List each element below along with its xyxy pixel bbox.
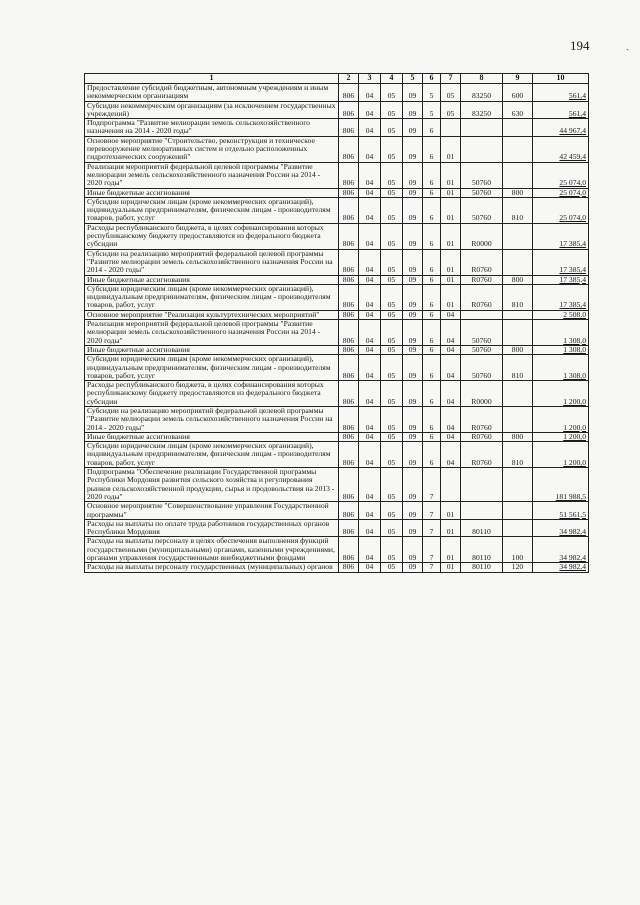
code-ministry: 806	[339, 381, 359, 407]
row-name: Расходы на выплаты по оплате труда работников государственных органов Республики Мордовия	[85, 519, 339, 537]
code-ministry: 806	[339, 537, 359, 563]
code-subsection: 05	[381, 355, 403, 381]
row-name: Субсидии юридическим лицам (кроме некоммерческих организаций), индивидуальным предпринимателям, физическим лицам - производителям товаров, работ, услуг	[85, 355, 339, 381]
column-header: 2	[339, 74, 359, 84]
code-ministry: 806	[339, 442, 359, 468]
code-expense-type	[503, 223, 533, 249]
code-section: 04	[359, 468, 381, 502]
code-subprogram: 6	[423, 345, 441, 354]
code-section: 04	[359, 381, 381, 407]
code-subprogram: 6	[423, 188, 441, 197]
row-amount: 17 385,4	[533, 284, 589, 310]
code-ministry: 806	[339, 223, 359, 249]
code-program: 09	[403, 249, 423, 275]
row-amount: 17 385,4	[533, 249, 589, 275]
column-header: 6	[423, 74, 441, 84]
code-direction: 50760	[461, 197, 503, 223]
code-activity: 01	[441, 223, 461, 249]
table-row	[85, 223, 589, 249]
table-row	[85, 284, 589, 310]
column-header: 5	[403, 74, 423, 84]
code-program: 09	[403, 101, 423, 119]
code-subprogram: 6	[423, 442, 441, 468]
row-name: Подпрограмма "Обеспечение реализации Государственной программы Республики Мордовия развития сельского хозяйства и регулирования рынков сельскохозяйственной продукции, сырья и продовольствия на 2013 - 2020 годы"	[85, 468, 339, 502]
code-direction: 80110	[461, 537, 503, 563]
table-row	[85, 101, 589, 119]
code-section: 04	[359, 310, 381, 319]
row-amount: 181 988,5	[533, 468, 589, 502]
row-name: Иные бюджетные ассигнования	[85, 432, 339, 441]
row-name: Субсидии юридическим лицам (кроме некоммерческих организаций), индивидуальным предпринимателям, физическим лицам - производителям товаров, работ, услуг	[85, 284, 339, 310]
code-expense-type: 810	[503, 442, 533, 468]
row-amount: 1 308,0	[533, 355, 589, 381]
row-amount: 42 459,4	[533, 136, 589, 162]
code-expense-type	[503, 502, 533, 520]
code-subprogram: 6	[423, 320, 441, 346]
code-activity: 04	[441, 320, 461, 346]
row-name: Расходы на выплаты персоналу в целях обеспечения выполнения функций государственными (муниципальными) органами, казенными учреждениями, органами управления государственными внебюджетными фондами	[85, 537, 339, 563]
code-subsection: 05	[381, 275, 403, 284]
code-program: 09	[403, 468, 423, 502]
code-subsection: 05	[381, 468, 403, 502]
row-amount: 561,4	[533, 101, 589, 119]
code-subprogram: 6	[423, 432, 441, 441]
code-subsection: 05	[381, 502, 403, 520]
table-row	[85, 310, 589, 319]
code-ministry: 806	[339, 275, 359, 284]
code-subprogram: 6	[423, 162, 441, 188]
code-expense-type: 800	[503, 345, 533, 354]
code-direction: 50760	[461, 162, 503, 188]
code-ministry: 806	[339, 345, 359, 354]
code-direction: R0000	[461, 381, 503, 407]
row-amount: 34 982,4	[533, 537, 589, 563]
table-row	[85, 188, 589, 197]
code-ministry: 806	[339, 162, 359, 188]
code-program: 09	[403, 519, 423, 537]
code-subsection: 05	[381, 223, 403, 249]
corner-mark: ˎ	[626, 40, 630, 51]
row-amount: 25 074,0	[533, 197, 589, 223]
code-program: 09	[403, 84, 423, 102]
code-program: 09	[403, 432, 423, 441]
code-program: 09	[403, 223, 423, 249]
code-activity: 01	[441, 284, 461, 310]
code-program: 09	[403, 284, 423, 310]
row-name: Субсидии на реализацию мероприятий федеральной целевой программы "Развитие мелиорации земель сельскохозяйственного назначения России на 2014 - 2020 годы"	[85, 249, 339, 275]
code-expense-type	[503, 162, 533, 188]
column-header: 10	[533, 74, 589, 84]
code-section: 04	[359, 223, 381, 249]
code-activity: 04	[441, 310, 461, 319]
code-expense-type	[503, 119, 533, 137]
code-section: 04	[359, 432, 381, 441]
row-amount: 561,4	[533, 84, 589, 102]
code-section: 04	[359, 188, 381, 197]
code-direction: 80110	[461, 563, 503, 572]
code-direction: 50760	[461, 345, 503, 354]
code-ministry: 806	[339, 136, 359, 162]
code-subprogram: 6	[423, 406, 441, 432]
code-ministry: 806	[339, 101, 359, 119]
code-section: 04	[359, 101, 381, 119]
column-header: 9	[503, 74, 533, 84]
code-subsection: 05	[381, 162, 403, 188]
table-row	[85, 345, 589, 354]
code-activity: 01	[441, 188, 461, 197]
code-subsection: 05	[381, 101, 403, 119]
code-direction: 50760	[461, 320, 503, 346]
row-name: Реализация мероприятий федеральной целевой программы "Развитие мелиорации земель сельскохозяйственного назначения России на 2014 - 2020 годы"	[85, 162, 339, 188]
code-section: 04	[359, 406, 381, 432]
code-direction: 50760	[461, 188, 503, 197]
code-activity: 01	[441, 136, 461, 162]
code-activity: 01	[441, 197, 461, 223]
table-row	[85, 502, 589, 520]
code-expense-type: 800	[503, 188, 533, 197]
row-amount: 1 308,0	[533, 320, 589, 346]
table-row	[85, 84, 589, 102]
code-program: 09	[403, 320, 423, 346]
code-section: 04	[359, 119, 381, 137]
table-row	[85, 432, 589, 441]
table-row	[85, 275, 589, 284]
code-section: 04	[359, 519, 381, 537]
row-amount: 1 200,0	[533, 432, 589, 441]
row-amount: 44 967,4	[533, 119, 589, 137]
table-row	[85, 442, 589, 468]
code-ministry: 806	[339, 320, 359, 346]
code-direction	[461, 502, 503, 520]
row-name: Иные бюджетные ассигнования	[85, 345, 339, 354]
row-name: Предоставление субсидий бюджетным, автономным учреждениям и иным некоммерческим организациям	[85, 84, 339, 102]
code-subsection: 05	[381, 406, 403, 432]
code-activity: 01	[441, 502, 461, 520]
column-header: 3	[359, 74, 381, 84]
code-activity: 04	[441, 345, 461, 354]
code-section: 04	[359, 84, 381, 102]
code-ministry: 806	[339, 502, 359, 520]
code-subprogram: 5	[423, 101, 441, 119]
code-expense-type	[503, 136, 533, 162]
code-direction: R0000	[461, 223, 503, 249]
code-ministry: 806	[339, 406, 359, 432]
code-subprogram: 6	[423, 223, 441, 249]
row-name: Субсидии юридическим лицам (кроме некоммерческих организаций), индивидуальным предпринимателям, физическим лицам - производителям товаров, работ, услуг	[85, 197, 339, 223]
code-activity: 01	[441, 563, 461, 572]
table-row	[85, 519, 589, 537]
code-direction: 83250	[461, 101, 503, 119]
row-amount: 1 200,0	[533, 406, 589, 432]
code-activity	[441, 119, 461, 137]
code-subsection: 05	[381, 519, 403, 537]
row-amount: 1 200,0	[533, 381, 589, 407]
code-expense-type	[503, 468, 533, 502]
code-subprogram: 7	[423, 468, 441, 502]
code-ministry: 806	[339, 119, 359, 137]
code-program: 09	[403, 162, 423, 188]
column-header: 7	[441, 74, 461, 84]
code-subprogram: 7	[423, 537, 441, 563]
table-row	[85, 468, 589, 502]
table-row	[85, 563, 589, 572]
table-row	[85, 320, 589, 346]
code-activity: 05	[441, 84, 461, 102]
code-ministry: 806	[339, 188, 359, 197]
code-expense-type	[503, 381, 533, 407]
code-subprogram: 6	[423, 249, 441, 275]
code-section: 04	[359, 136, 381, 162]
code-subsection: 05	[381, 136, 403, 162]
code-direction	[461, 119, 503, 137]
code-subsection: 05	[381, 432, 403, 441]
code-subsection: 05	[381, 345, 403, 354]
code-section: 04	[359, 563, 381, 572]
code-subprogram: 6	[423, 197, 441, 223]
code-expense-type	[503, 249, 533, 275]
column-header: 1	[85, 74, 339, 84]
code-subsection: 05	[381, 188, 403, 197]
code-section: 04	[359, 249, 381, 275]
table-row	[85, 406, 589, 432]
code-section: 04	[359, 355, 381, 381]
row-amount: 17 385,4	[533, 275, 589, 284]
table-header-row	[85, 74, 589, 84]
row-name: Реализация мероприятий федеральной целевой программы "Развитие мелиорации земель сельскохозяйственного назначения России на 2014 - 2020 годы"	[85, 320, 339, 346]
code-subprogram: 6	[423, 284, 441, 310]
code-program: 09	[403, 119, 423, 137]
code-section: 04	[359, 442, 381, 468]
row-amount: 25 074,0	[533, 188, 589, 197]
code-subprogram: 6	[423, 310, 441, 319]
code-direction: R0760	[461, 432, 503, 441]
code-program: 09	[403, 188, 423, 197]
code-direction: R0760	[461, 275, 503, 284]
code-subprogram: 6	[423, 355, 441, 381]
table-row	[85, 197, 589, 223]
row-name: Субсидии на реализацию мероприятий федеральной целевой программы "Развитие мелиорации земель сельскохозяйственного назначения России на 2014 - 2020 годы"	[85, 406, 339, 432]
code-subsection: 05	[381, 197, 403, 223]
code-section: 04	[359, 537, 381, 563]
code-activity: 04	[441, 442, 461, 468]
code-activity: 01	[441, 249, 461, 275]
code-expense-type	[503, 406, 533, 432]
row-amount: 2 508,0	[533, 310, 589, 319]
code-expense-type: 800	[503, 275, 533, 284]
code-subsection: 05	[381, 84, 403, 102]
code-activity: 01	[441, 537, 461, 563]
code-direction	[461, 136, 503, 162]
code-program: 09	[403, 197, 423, 223]
code-expense-type	[503, 310, 533, 319]
budget-table	[84, 73, 589, 573]
code-ministry: 806	[339, 563, 359, 572]
table-row	[85, 355, 589, 381]
code-expense-type: 600	[503, 84, 533, 102]
row-name: Субсидии юридическим лицам (кроме некоммерческих организаций), индивидуальным предпринимателям, физическим лицам - производителям товаров, работ, услуг	[85, 442, 339, 468]
code-subprogram: 6	[423, 381, 441, 407]
code-subprogram: 7	[423, 519, 441, 537]
code-expense-type: 800	[503, 432, 533, 441]
code-direction: R0760	[461, 406, 503, 432]
code-direction	[461, 468, 503, 502]
code-subsection: 05	[381, 284, 403, 310]
code-program: 09	[403, 563, 423, 572]
row-name: Субсидии некоммерческим организациям (за исключением государственных учреждений)	[85, 101, 339, 119]
code-section: 04	[359, 320, 381, 346]
code-program: 09	[403, 275, 423, 284]
code-ministry: 806	[339, 432, 359, 441]
row-name: Иные бюджетные ассигнования	[85, 188, 339, 197]
code-program: 09	[403, 537, 423, 563]
code-subsection: 05	[381, 563, 403, 572]
code-direction: R0760	[461, 249, 503, 275]
code-direction: 80110	[461, 519, 503, 537]
code-ministry: 806	[339, 355, 359, 381]
code-subsection: 05	[381, 310, 403, 319]
code-activity: 04	[441, 355, 461, 381]
code-activity: 01	[441, 275, 461, 284]
code-subprogram: 5	[423, 84, 441, 102]
code-expense-type: 100	[503, 537, 533, 563]
code-subsection: 05	[381, 249, 403, 275]
table-row	[85, 537, 589, 563]
column-header: 8	[461, 74, 503, 84]
row-name: Подпрограмма "Развитие мелиорации земель сельскохозяйственного назначения на 2014 - 2020 годы"	[85, 119, 339, 137]
code-expense-type: 810	[503, 355, 533, 381]
code-ministry: 806	[339, 84, 359, 102]
page-number: 194	[570, 38, 590, 53]
code-expense-type: 810	[503, 284, 533, 310]
row-amount: 25 074,0	[533, 162, 589, 188]
code-activity: 01	[441, 519, 461, 537]
table-row	[85, 381, 589, 407]
code-activity: 01	[441, 162, 461, 188]
code-subprogram: 7	[423, 502, 441, 520]
code-subprogram: 6	[423, 136, 441, 162]
code-ministry: 806	[339, 249, 359, 275]
code-ministry: 806	[339, 519, 359, 537]
row-name: Иные бюджетные ассигнования	[85, 275, 339, 284]
code-program: 09	[403, 442, 423, 468]
code-direction: 83250	[461, 84, 503, 102]
code-section: 04	[359, 502, 381, 520]
code-expense-type: 120	[503, 563, 533, 572]
code-direction: R0760	[461, 284, 503, 310]
row-name: Расходы республиканского бюджета, в целях софинансирования которых республиканскому бюджету предоставляются из федерального бюджета субсидии	[85, 381, 339, 407]
row-name: Расходы республиканского бюджета, в целях софинансирования которых республиканскому бюджету предоставляются из федерального бюджета субсидии	[85, 223, 339, 249]
row-name: Основное мероприятие "Строительство, реконструкция и техническое перевооружение мелиоративных систем и отдельно расположенных гидротехнических сооружений"	[85, 136, 339, 162]
code-section: 04	[359, 284, 381, 310]
code-direction	[461, 310, 503, 319]
code-direction: R0760	[461, 442, 503, 468]
code-program: 09	[403, 355, 423, 381]
row-amount: 17 385,4	[533, 223, 589, 249]
code-expense-type: 630	[503, 101, 533, 119]
code-subprogram: 6	[423, 119, 441, 137]
code-section: 04	[359, 162, 381, 188]
code-ministry: 806	[339, 310, 359, 319]
code-section: 04	[359, 197, 381, 223]
row-amount: 34 982,4	[533, 563, 589, 572]
table-row	[85, 162, 589, 188]
code-activity: 04	[441, 381, 461, 407]
table-row	[85, 249, 589, 275]
code-ministry: 806	[339, 468, 359, 502]
code-ministry: 806	[339, 197, 359, 223]
code-subsection: 05	[381, 381, 403, 407]
code-expense-type	[503, 519, 533, 537]
column-header: 4	[381, 74, 403, 84]
row-amount: 1 308,0	[533, 345, 589, 354]
code-activity: 04	[441, 432, 461, 441]
code-expense-type: 810	[503, 197, 533, 223]
code-ministry: 806	[339, 284, 359, 310]
table-row	[85, 119, 589, 137]
code-activity: 05	[441, 101, 461, 119]
code-activity: 04	[441, 406, 461, 432]
code-subsection: 05	[381, 442, 403, 468]
row-amount: 1 200,0	[533, 442, 589, 468]
code-subsection: 05	[381, 320, 403, 346]
code-expense-type	[503, 320, 533, 346]
code-program: 09	[403, 345, 423, 354]
code-subsection: 05	[381, 119, 403, 137]
row-amount: 34 982,4	[533, 519, 589, 537]
row-name: Основное мероприятие "Реализация культуртехнических мероприятий"	[85, 310, 339, 319]
code-activity	[441, 468, 461, 502]
code-direction: 50760	[461, 355, 503, 381]
code-subprogram: 6	[423, 275, 441, 284]
code-subprogram: 7	[423, 563, 441, 572]
code-section: 04	[359, 345, 381, 354]
code-program: 09	[403, 502, 423, 520]
code-program: 09	[403, 310, 423, 319]
row-name: Расходы на выплаты персоналу государственных (муниципальных) органов	[85, 563, 339, 572]
code-program: 09	[403, 406, 423, 432]
row-name: Основное мероприятие "Совершенствование управления Государственной программы"	[85, 502, 339, 520]
code-subsection: 05	[381, 537, 403, 563]
code-program: 09	[403, 381, 423, 407]
code-program: 09	[403, 136, 423, 162]
code-section: 04	[359, 275, 381, 284]
row-amount: 51 561,5	[533, 502, 589, 520]
table-row	[85, 136, 589, 162]
